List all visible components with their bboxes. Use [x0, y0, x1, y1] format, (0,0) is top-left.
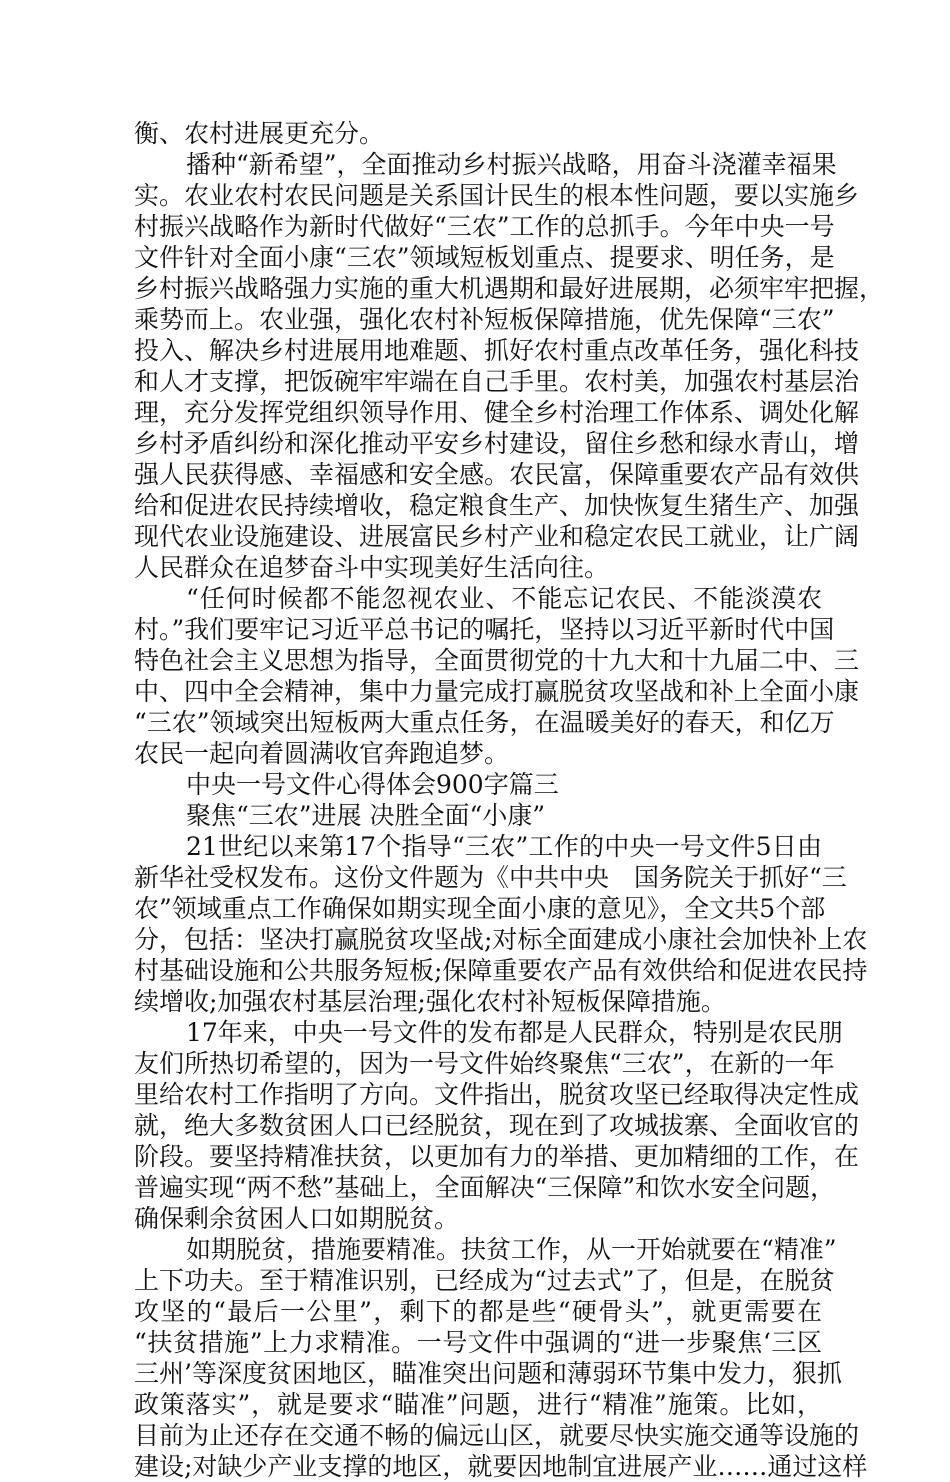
text-line: 理，充分发挥党组织领导作用、健全乡村治理工作体系、调处化解: [134, 398, 860, 427]
text-line: 上下功夫。至于精准识别，已经成为“过去式”了，但是，在脱贫: [134, 1266, 835, 1295]
text-line: 乡村矛盾纠纷和深化推动平安乡村建设，留住乡愁和绿水青山，增: [134, 429, 860, 458]
text-line: 三州’等深度贫困地区，瞄准突出问题和薄弱环节集中发力，狠抓: [134, 1359, 842, 1388]
text-line: 衡、农村进展更充分。: [134, 119, 385, 148]
text-line: 乘势而上。农业强，强化农村补短板保障措施，优先保障“三农”: [134, 305, 835, 334]
text-line: 阶段。要坚持精准扶贫，以更加有力的举措、更加精细的工作，在: [134, 1142, 860, 1171]
text-line: 中、四中全会精神，集中力量完成打赢脱贫攻坚战和补上全面小康: [134, 677, 860, 706]
text-line: 实。农业农村农民问题是关系国计民生的根本性问题，要以实施乡: [134, 181, 860, 210]
text-line: 攻坚的“最后一公里”，剩下的都是些“硬骨头”，就更需要在: [134, 1297, 822, 1326]
text-line: “三农”领域突出短板两大重点任务，在温暖美好的春天，和亿万: [134, 708, 835, 737]
text-line: 中央一号文件心得体会900字篇三: [186, 770, 559, 799]
text-line: 强人民获得感、幸福感和安全感。农民富，保障重要农产品有效供: [134, 460, 860, 489]
text-line: 目前为止还存在交通不畅的偏远山区，就要尽快实施交通等设施的: [134, 1421, 860, 1450]
text-line: 普遍实现“两不愁”基础上，全面解决“三保障”和饮水安全问题，: [134, 1173, 836, 1202]
text-line: 现代农业设施建设、进展富民乡村产业和稳定农民工就业，让广阔: [134, 522, 860, 551]
text-line: “扶贫措施”上力求精准。一号文件中强调的“进一步聚焦‘三区: [134, 1328, 822, 1357]
text-line: 新华社受权发布。这份文件题为《中共中央 国务院关于抓好“三: [134, 863, 847, 892]
text-line: 聚焦“三农”进展 决胜全面“小康”: [186, 801, 546, 830]
text-line: 里给农村工作指明了方向。文件指出，脱贫攻坚已经取得决定性成: [134, 1080, 860, 1109]
text-line: 村基础设施和公共服务短板;保障重要农产品有效供给和促进农民持: [134, 956, 868, 985]
text-line: 村。”我们要牢记习近平总书记的嘱托，坚持以习近平新时代中国: [134, 615, 835, 644]
text-line: 人民群众在追梦奋斗中实现美好生活向往。: [134, 553, 610, 582]
text-line: 就，绝大多数贫困人口已经脱贫，现在到了攻城拔寨、全面收官的: [134, 1111, 860, 1140]
text-line: 农民一起向着圆满收官奔跑追梦。: [134, 739, 510, 768]
text-line: “任何时候都不能忽视农业、不能忘记农民、不能淡漠农: [186, 584, 822, 613]
text-line: 17年来，中央一号文件的发布都是人民群众，特别是农民朋: [186, 1018, 843, 1047]
text-line: 给和促进农民持续增收，稳定粮食生产、加快恢复生猪生产、加强: [134, 491, 860, 520]
text-line: 投入、解决乡村进展用地难题、抓好农村重点改革任务，强化科技: [134, 336, 860, 365]
text-line: 21世纪以来第17个指导“三农”工作的中央一号文件5日由: [186, 832, 822, 861]
text-line: 分，包括：坚决打赢脱贫攻坚战;对标全面建成小康社会加快补上农: [134, 925, 868, 954]
text-line: 如期脱贫，措施要精准。扶贫工作，从一开始就要在“精准”: [186, 1235, 837, 1264]
text-line: 政策落实”，就是要求“瞄准”问题，进行“精准”施策。比如，: [134, 1390, 822, 1419]
text-line: 建设;对缺少产业支撑的地区，就要因地制宜进展产业……通过这样: [134, 1452, 868, 1481]
text-line: 乡村振兴战略强力实施的重大机遇期和最好进展期，必须牢牢把握，: [134, 274, 885, 303]
text-line: 文件针对全面小康“三农”领域短板划重点、提要求、明任务，是: [134, 243, 835, 272]
body-text: [134, 118, 885, 1482]
text-line: 播种“新希望”，全面推动乡村振兴战略，用奋斗浇灌幸福果: [186, 150, 837, 179]
text-line: 友们所热切希望的，因为一号文件始终聚焦“三农”，在新的一年: [134, 1049, 835, 1078]
text-line: 续增收;加强农村基层治理;强化农村补短板保障措施。: [134, 987, 726, 1016]
text-line: 农”领域重点工作确保如期实现全面小康的意见》，全文共5个部: [134, 894, 826, 923]
text-line: 村振兴战略作为新时代做好“三农”工作的总抓手。今年中央一号: [134, 212, 835, 241]
text-line: 特色社会主义思想为指导，全面贯彻党的十九大和十九届二中、三: [134, 646, 860, 675]
text-line: 和人才支撑，把饭碗牢牢端在自己手里。农村美，加强农村基层治: [134, 367, 860, 396]
text-line: 确保剩余贫困人口如期脱贫。: [134, 1204, 460, 1233]
